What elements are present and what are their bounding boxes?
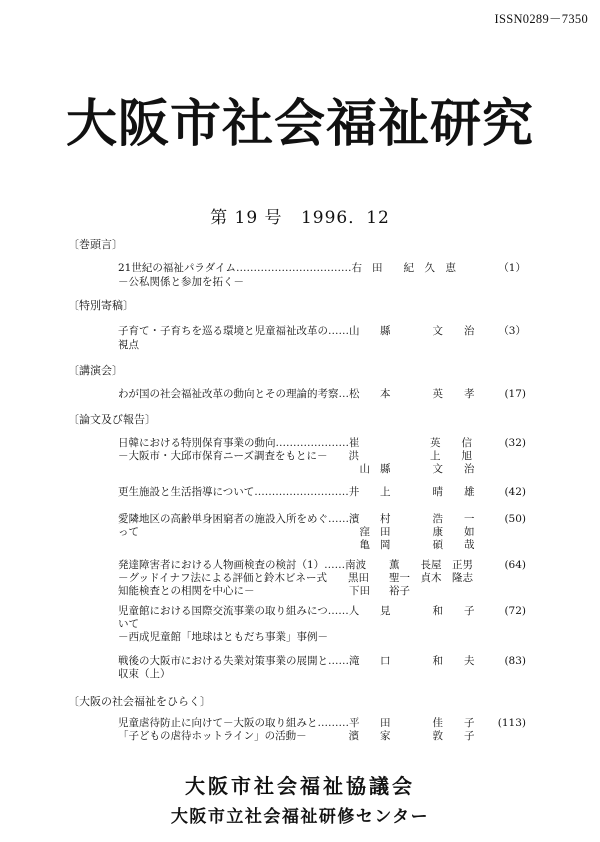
entry-title: 発達障害者における人物画検査の検討（1）……南波: [118, 559, 367, 571]
entry-title: 児童虐待防止に向けて－大阪の取り組みと………平: [118, 717, 360, 729]
entry-author: 田 康 如: [380, 526, 475, 538]
entry-subtitle: －大阪市・大邱市保育ニーズ調査をもとに－ 洪: [118, 450, 359, 462]
publisher-name: 大阪市社会福祉協議会: [185, 774, 415, 798]
entry-page: (72): [504, 605, 526, 617]
issue-date: 1996．12: [300, 208, 390, 228]
entry-subtitle: －グッドイナフ法による評価と鈴木ビネー式 黒田: [118, 572, 369, 584]
entry-subtitle: 知能検査との相関を中心に－ 下田: [118, 585, 370, 597]
section-heading: 〔特別寄稿〕: [68, 299, 134, 312]
issn-number: ISSN0289－7350: [494, 12, 588, 26]
entry-author: 聖一 貞木 隆志: [389, 572, 473, 584]
entry-author: 英 信: [430, 437, 472, 449]
entry-title: 21世紀の福祉パラダイム……………………………右: [118, 262, 363, 274]
entry-page: (17): [504, 388, 526, 400]
entry-subtitle: 視点: [118, 339, 139, 351]
entry-subtitle: －公私関係と参加を拓く－: [118, 276, 244, 288]
entry-author: 本 英 孝: [380, 388, 475, 400]
entry-title: わが国の社会福祉改革の動向とその理論的考察…松: [118, 388, 360, 400]
issue-number: 第 19 号: [210, 208, 283, 228]
entry-subtitle: 山: [118, 463, 370, 475]
entry-page: (113): [497, 717, 526, 729]
journal-title: 大阪市社会福祉研究: [65, 95, 534, 154]
section-heading: 〔巻頭言〕: [68, 238, 123, 251]
entry-author: 見 和 子: [380, 605, 475, 617]
entry-page: (42): [504, 486, 526, 498]
entry-author: 縣 文 治: [380, 325, 475, 337]
entry-page: (50): [504, 513, 526, 525]
entry-author: 口 和 夫: [380, 655, 475, 667]
entry-page: （3）: [498, 325, 526, 337]
entry-author: 裕子: [389, 585, 410, 597]
entry-title: 日韓における特別保育事業の動向…………………崔: [118, 437, 360, 449]
entry-author: 田 紀 久 恵: [372, 262, 456, 274]
entry-subtitle: 収束（上）: [118, 668, 171, 680]
entry-author: 田 佳 子: [380, 717, 475, 729]
section-heading: 〔大阪の社会福祉をひらく〕: [68, 695, 211, 708]
entry-author: 縣 文 治: [380, 463, 475, 475]
entry-page: (83): [504, 655, 526, 667]
entry-page: (64): [504, 559, 526, 571]
entry-author: 上 晴 雄: [380, 486, 475, 498]
entry-title: 愛隣地区の高齢単身困窮者の施設入所をめぐ……濱: [118, 513, 360, 525]
entry-author: 岡 碩 哉: [380, 539, 475, 551]
entry-subtitle: －西成児童館「地球はともだち事業」事例－: [118, 631, 328, 643]
entry-subtitle: 「子どもの虐待ホットライン」の活動－ 濱: [118, 730, 360, 742]
entry-title: 戦後の大阪市における失業対策事業の展開と……滝: [118, 655, 360, 667]
entry-subtitle: 亀: [118, 539, 370, 551]
entry-title: 子育て・子育ちを巡る環境と児童福祉改革の……山: [118, 325, 360, 337]
entry-subtitle: って 窪: [118, 526, 370, 538]
entry-author: 上 旭: [430, 450, 472, 462]
entry-page: （1）: [498, 262, 526, 274]
publisher-name-secondary: 大阪市立社会福祉研修センター: [170, 807, 430, 827]
entry-title: 更生施設と生活指導について………………………井: [118, 486, 360, 498]
entry-page: (32): [504, 437, 526, 449]
section-heading: 〔講演会〕: [68, 364, 123, 377]
entry-author: 村 浩 一: [380, 513, 475, 525]
section-heading: 〔論文及び報告〕: [68, 413, 156, 426]
entry-subtitle: いて: [118, 618, 139, 630]
entry-title: 児童館における国際交流事業の取り組みにつ……人: [118, 605, 360, 617]
entry-author: 薫 長屋 正男: [389, 559, 473, 571]
entry-author: 家 敦 子: [380, 730, 475, 742]
issue-info: [0, 203, 600, 228]
